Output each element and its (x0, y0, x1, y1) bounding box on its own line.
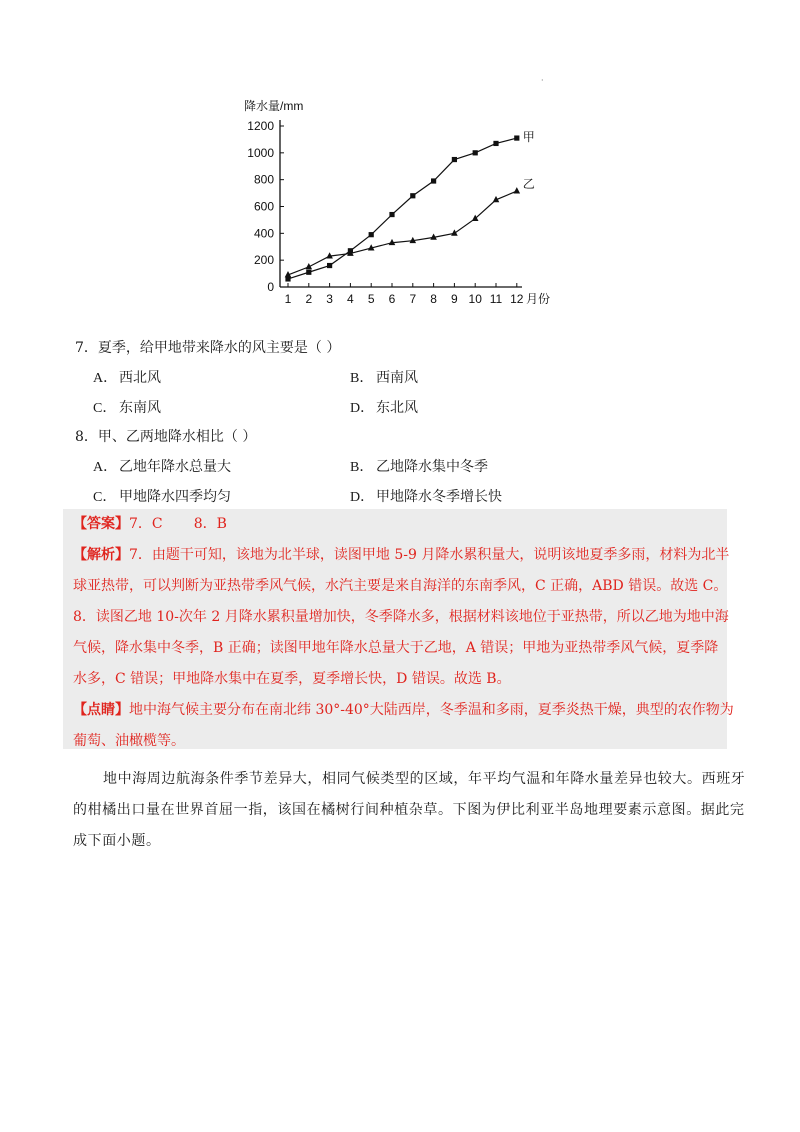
analysis-line-5: 水多，C 错误；甲地降水集中在夏季，夏季增长快，D 错误。故选 B。 (73, 671, 511, 687)
q8-option-a[interactable] (93, 457, 231, 478)
option-letter: A． (93, 460, 118, 475)
q7-option-a[interactable] (93, 368, 161, 389)
y-tick-label: 600 (253, 199, 274, 214)
y-tick-label: 400 (253, 226, 274, 241)
tip-line-1 (73, 700, 734, 720)
data-point-triangle (514, 187, 521, 193)
data-point-square (327, 263, 332, 268)
q8-option-d[interactable] (350, 487, 502, 508)
q7-option-c[interactable] (93, 398, 161, 419)
question-8-stem: 8．甲、乙两地降水相比（ ） (75, 429, 257, 445)
y-tick-label: 0 (267, 280, 274, 294)
passage-line-1: 地中海周边航海条件季节差异大，相同气候类型的区域，年平均气温和年降水量差异也较大。西班牙 (103, 771, 746, 787)
x-tick-label: 1 (284, 292, 292, 306)
x-tick-label: 11 (489, 292, 503, 306)
analysis-line-3: 8．读图乙地 10-次年 2 月降水累积量增加快，冬季降水多，根据材料该地位于亚热带，所以乙地为地中海 (73, 609, 729, 625)
q7-option-d[interactable] (350, 398, 418, 419)
tip-tag: 【点睛】 (73, 702, 129, 718)
option-letter: C． (93, 490, 117, 505)
option-letter: B． (350, 460, 374, 475)
data-point-triangle (451, 229, 458, 235)
y-tick-label: 200 (253, 253, 274, 268)
data-point-square (369, 232, 374, 237)
option-letter: D． (350, 490, 375, 505)
option-text: 西北风 (119, 370, 161, 386)
analysis-text: 7．由题干可知，该地为北半球，读图甲地 5-9 月降水累积量大，说明该地夏季多雨，材料为北半 (129, 547, 730, 563)
precipitation-line-chart (230, 94, 590, 312)
option-letter: A． (93, 371, 118, 386)
passage-line-2: 的柑橘出口量在世界首屈一指，该国在橘树行间种植杂草。下图为伊比利亚半岛地理要素示意图。据此完 (73, 802, 745, 818)
option-text: 乙地降水集中冬季 (376, 459, 488, 475)
x-tick-label: 4 (347, 292, 354, 306)
option-text: 乙地年降水总量大 (119, 459, 231, 475)
q8-option-b[interactable] (350, 457, 488, 478)
x-tick-label: 12 (510, 292, 524, 306)
answer-tag: 【答案】 (73, 516, 129, 532)
passage-line-3: 成下面小题。 (73, 833, 161, 849)
data-point-square (306, 270, 311, 275)
answer-line (73, 514, 227, 534)
question-7-stem: 7．夏季，给甲地带来降水的风主要是（ ） (75, 340, 341, 356)
x-tick-label: 2 (305, 292, 313, 306)
q8-option-c[interactable] (93, 487, 231, 508)
series-line-2 (288, 191, 517, 275)
y-tick-label: 1000 (247, 145, 274, 160)
tip-text: 地中海气候主要分布在南北纬 30°-40°大陆西岸，冬季温和多雨，夏季炎热干燥，典型的农作物为 (129, 702, 734, 718)
option-text: 东南风 (119, 400, 161, 416)
tip-line-2: 葡萄、油橄榄等。 (73, 733, 185, 749)
analysis-line-2: 球亚热带，可以判断为亚热带季风气候，水汽主要是来自海洋的东南季风，C 正确，ABD 错误。故选 C。 (73, 578, 728, 594)
answer-text: 7．C 8．B (129, 516, 227, 532)
data-point-square (473, 150, 478, 155)
y-axis-label: 降水量/mm (244, 99, 304, 113)
data-point-triangle (472, 215, 479, 221)
data-point-square (410, 193, 415, 198)
data-point-square (389, 212, 394, 217)
analysis-tag: 【解析】 (73, 547, 129, 563)
series-line-1 (288, 138, 517, 279)
series-label: 乙 (522, 177, 535, 192)
x-tick-label: 9 (451, 292, 458, 306)
x-tick-label: 7 (409, 292, 417, 306)
data-point-square (452, 157, 457, 162)
option-letter: D． (350, 401, 375, 416)
x-tick-label: 5 (367, 292, 375, 306)
x-tick-label: 8 (430, 292, 437, 306)
page-mark: · (541, 76, 544, 85)
option-text: 甲地降水冬季增长快 (376, 489, 502, 505)
analysis-line-1 (73, 545, 729, 565)
data-point-square (493, 141, 498, 146)
q7-option-b[interactable] (350, 368, 418, 389)
x-tick-label: 3 (326, 292, 333, 306)
option-text: 甲地降水四季均匀 (119, 489, 231, 505)
option-text: 东北风 (376, 400, 418, 416)
option-text: 西南风 (376, 370, 418, 386)
option-letter: B． (350, 371, 374, 386)
analysis-line-4: 气候，降水集中冬季，B 正确；读图甲地年降水总量大于乙地，A 错误；甲地为亚热带季风气候，夏季降 (73, 640, 719, 656)
x-axis-label: 月份 (526, 292, 551, 306)
option-letter: C． (93, 401, 117, 416)
y-tick-label: 800 (253, 172, 274, 187)
series-label: 甲 (522, 130, 535, 145)
data-point-square (514, 135, 519, 140)
x-tick-label: 6 (388, 292, 396, 306)
data-point-square (431, 178, 436, 183)
y-tick-label: 1200 (247, 119, 274, 133)
x-tick-label: 10 (468, 292, 482, 306)
